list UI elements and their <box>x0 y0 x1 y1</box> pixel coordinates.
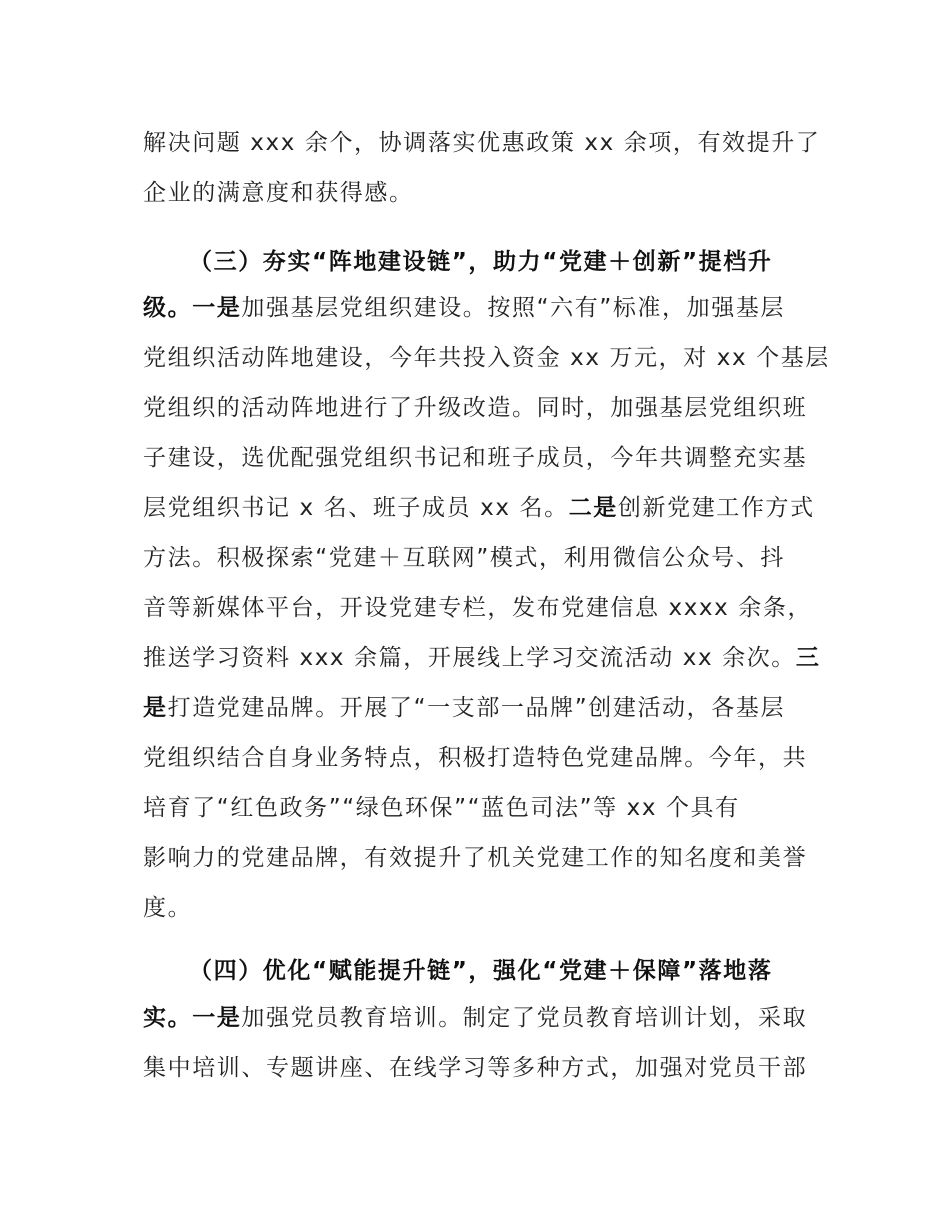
line-text: 推送学习资料 xxx 余篇，开展线上学习交流活动 xx 余次。 <box>143 645 796 671</box>
bold-lead: 级。一是 <box>143 295 242 321</box>
paragraph-line: 度。 <box>143 895 193 921</box>
paragraph-line <box>143 283 813 333</box>
paragraph-line: 解决问题 xxx 余个，协调落实优惠政策 xx 余项，有效提升了 <box>143 130 821 156</box>
paragraph-line: 培育了“红色政务”“绿色环保”“蓝色司法”等 xx 个具有 <box>143 795 740 821</box>
line-text: 加强党员教育培训。制定了党员教育培训计划，采取 <box>241 1005 808 1031</box>
bold-lead: 三 <box>795 645 821 671</box>
line-text: 层党组织书记 x 名、班子成员 xx 名。 <box>143 495 569 521</box>
paragraph-line: 集中培训、专题讲座、在线学习等多种方式，加强对党员干部 <box>143 1055 808 1081</box>
line-text: 加强基层党组织建设。按照“六有”标准，加强基层 <box>241 295 786 321</box>
paragraph-line: 子建设，选优配强党组织书记和班子成员，今年共调整充实基 <box>143 445 808 471</box>
paragraph-line: 党组织的活动阵地进行了升级改造。同时，加强基层党组织班 <box>143 395 808 421</box>
paragraph-line: 党组织活动阵地建设，今年共投入资金 xx 万元，对 xx 个基层 <box>143 345 830 371</box>
line-text: 创新党建工作方式 <box>617 495 815 521</box>
paragraph-line: 方法。积极探索“党建＋互联网”模式，利用微信公众号、抖 <box>143 545 786 571</box>
paragraph-line <box>143 683 813 733</box>
line-text: 打造党建品牌。开展了“一支部一品牌”创建活动，各基层 <box>167 695 786 721</box>
paragraph-line <box>143 483 813 533</box>
paragraph-line <box>143 993 813 1043</box>
bold-lead: 实。一是 <box>143 1005 242 1031</box>
paragraph-line: 企业的满意度和获得感。 <box>143 180 414 206</box>
paragraph-line: 音等新媒体平台，开设党建专栏，发布党建信息 xxxx 余条， <box>143 595 813 621</box>
section-heading: （三）夯实“阵地建设链”，助力“党建＋创新”提档升 <box>189 249 773 275</box>
bold-lead: 二是 <box>568 495 618 521</box>
section-heading: （四）优化“赋能提升链”，强化“党建＋保障”落地落 <box>189 958 773 984</box>
paragraph-line <box>143 633 821 683</box>
bold-lead: 是 <box>143 695 168 721</box>
paragraph-line: 影响力的党建品牌，有效提升了机关党建工作的知名度和美誉 <box>143 845 808 871</box>
paragraph-line: 党组织结合自身业务特点，积极打造特色党建品牌。今年，共 <box>143 745 808 771</box>
